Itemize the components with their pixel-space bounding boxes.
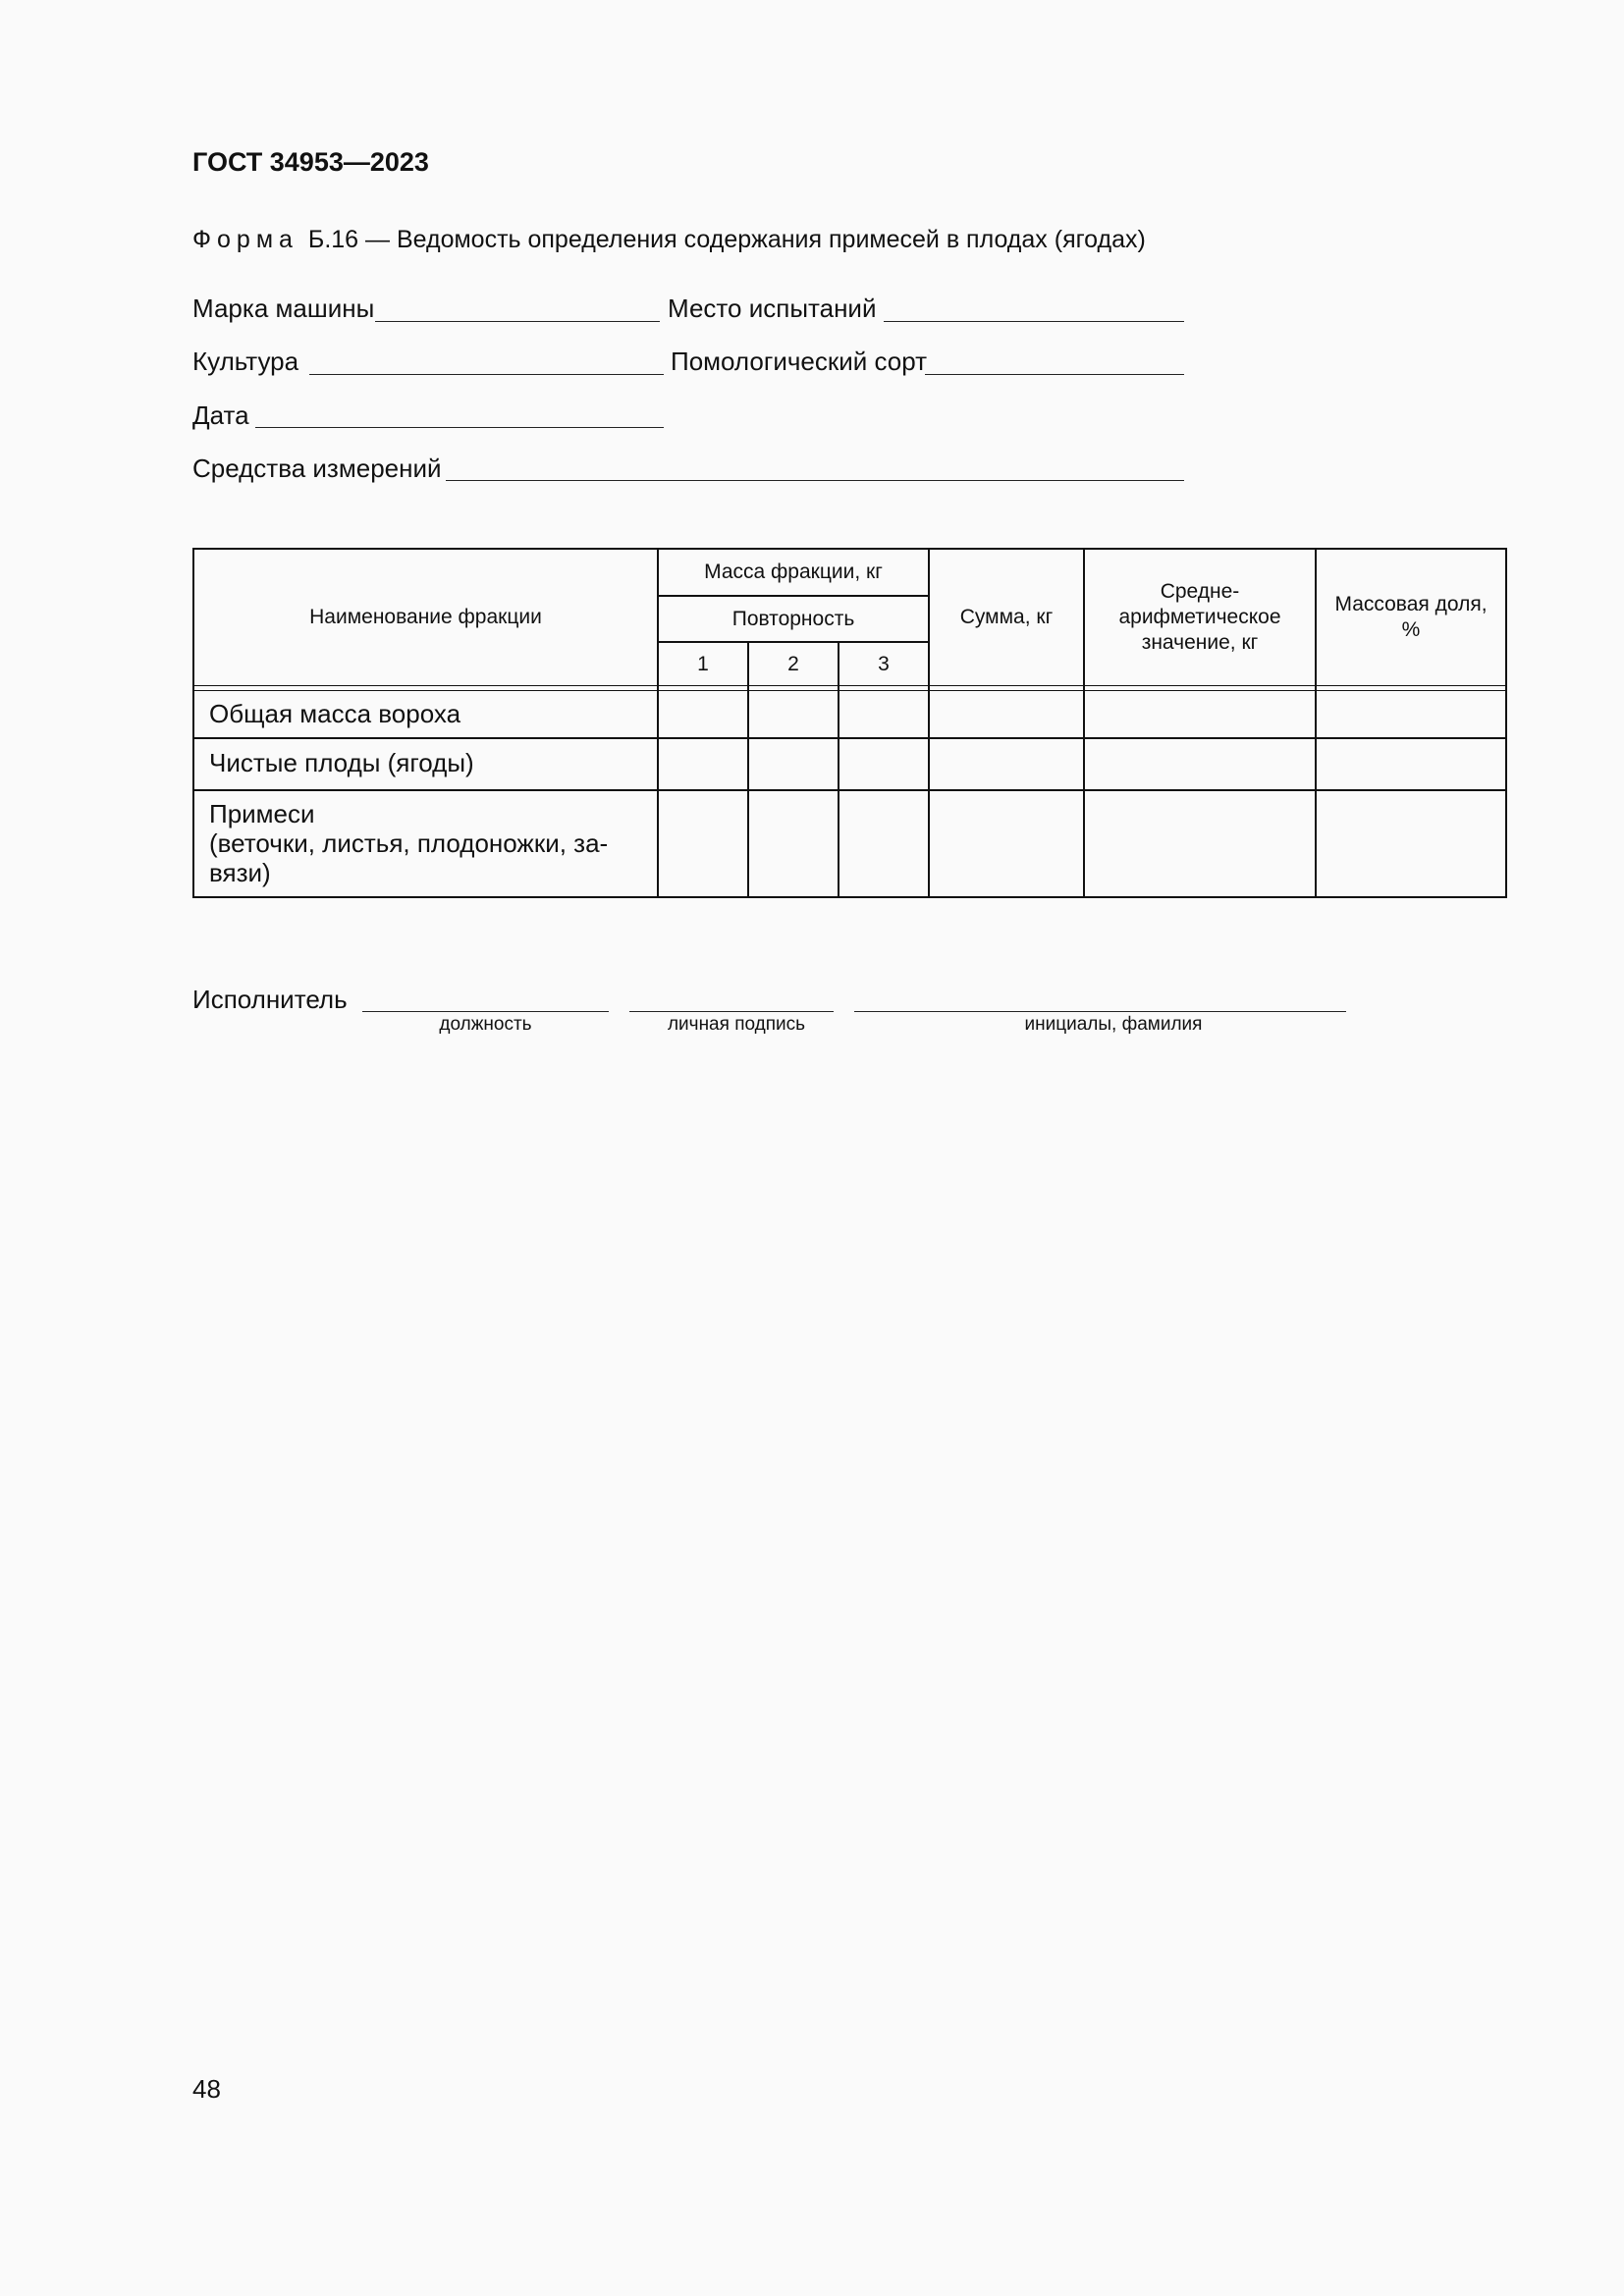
position-blank[interactable] [362, 1011, 609, 1012]
header-rep-2: 2 [787, 652, 799, 675]
header-mass-share-line-1: Массовая доля, [1334, 593, 1488, 615]
measuring-instruments-blank[interactable] [446, 480, 1184, 481]
name-blank[interactable] [854, 1011, 1346, 1012]
table-line-row-1 [192, 737, 1507, 739]
header-sum: Сумма, кг [959, 606, 1054, 628]
page-number: 48 [192, 2074, 221, 2104]
table-line-header-bottom-1 [192, 685, 1507, 686]
header-arithmetic-mean-line-3: значение, кг [1141, 631, 1259, 654]
header-arithmetic-mean-line-2: арифметическое [1118, 606, 1281, 628]
header-mass-share-line-2: % [1401, 618, 1421, 641]
machine-brand-blank[interactable] [375, 321, 660, 322]
name-caption: инициалы, фамилия [1024, 1014, 1203, 1035]
header-arithmetic-mean-line-1: Средне- [1160, 580, 1240, 603]
signature-blank[interactable] [629, 1011, 834, 1012]
machine-brand-label: Марка машины [192, 294, 375, 323]
table-line-header-bottom-2 [192, 690, 1507, 691]
crop-blank[interactable] [309, 374, 664, 375]
document-standard-title: ГОСТ 34953—2023 [192, 147, 429, 177]
date-label: Дата [192, 400, 249, 430]
date-blank[interactable] [255, 427, 664, 428]
test-site-label: Место испытаний [668, 294, 877, 323]
row-label-clean-fruits: Чистые плоды (ягоды) [209, 748, 474, 777]
form-prefix: Форма [192, 226, 298, 253]
form-title: Б.16 — Ведомость определения содержания примесей в плодах (ягодах) [307, 226, 1146, 253]
form-caption [192, 226, 1146, 254]
header-rep-3: 3 [878, 652, 890, 675]
pomological-variety-blank[interactable] [925, 374, 1184, 375]
signer-label: Исполнитель [192, 985, 348, 1014]
header-rep-1: 1 [697, 652, 709, 675]
header-fraction-name: Наименование фракции [309, 606, 542, 628]
measuring-instruments-label: Средства измерений [192, 454, 442, 483]
pomological-variety-label: Помологический сорт [671, 347, 928, 376]
header-fraction-mass: Масса фракции, кг [704, 561, 883, 583]
table-border-bottom [192, 896, 1507, 898]
test-site-blank[interactable] [884, 321, 1184, 322]
row-label-total-mass: Общая масса вороха [209, 699, 461, 728]
crop-label: Культура [192, 347, 299, 376]
fraction-impurity-table [192, 548, 1507, 898]
row-label-impurities-line-3: вязи) [209, 858, 271, 887]
header-mass-share [1317, 550, 1505, 685]
header-repetition: Повторность [731, 607, 855, 630]
signature-caption: личная подпись [667, 1014, 806, 1035]
row-label-impurities-line-1: Примеси [209, 799, 315, 828]
table-line-row-2 [192, 789, 1507, 791]
row-label-impurities [209, 799, 608, 887]
row-label-impurities-line-2: (веточки, листья, плодоножки, за- [209, 828, 609, 858]
table-border-right [1505, 548, 1507, 898]
header-arithmetic-mean [1085, 550, 1315, 685]
position-caption: должность [439, 1014, 532, 1035]
